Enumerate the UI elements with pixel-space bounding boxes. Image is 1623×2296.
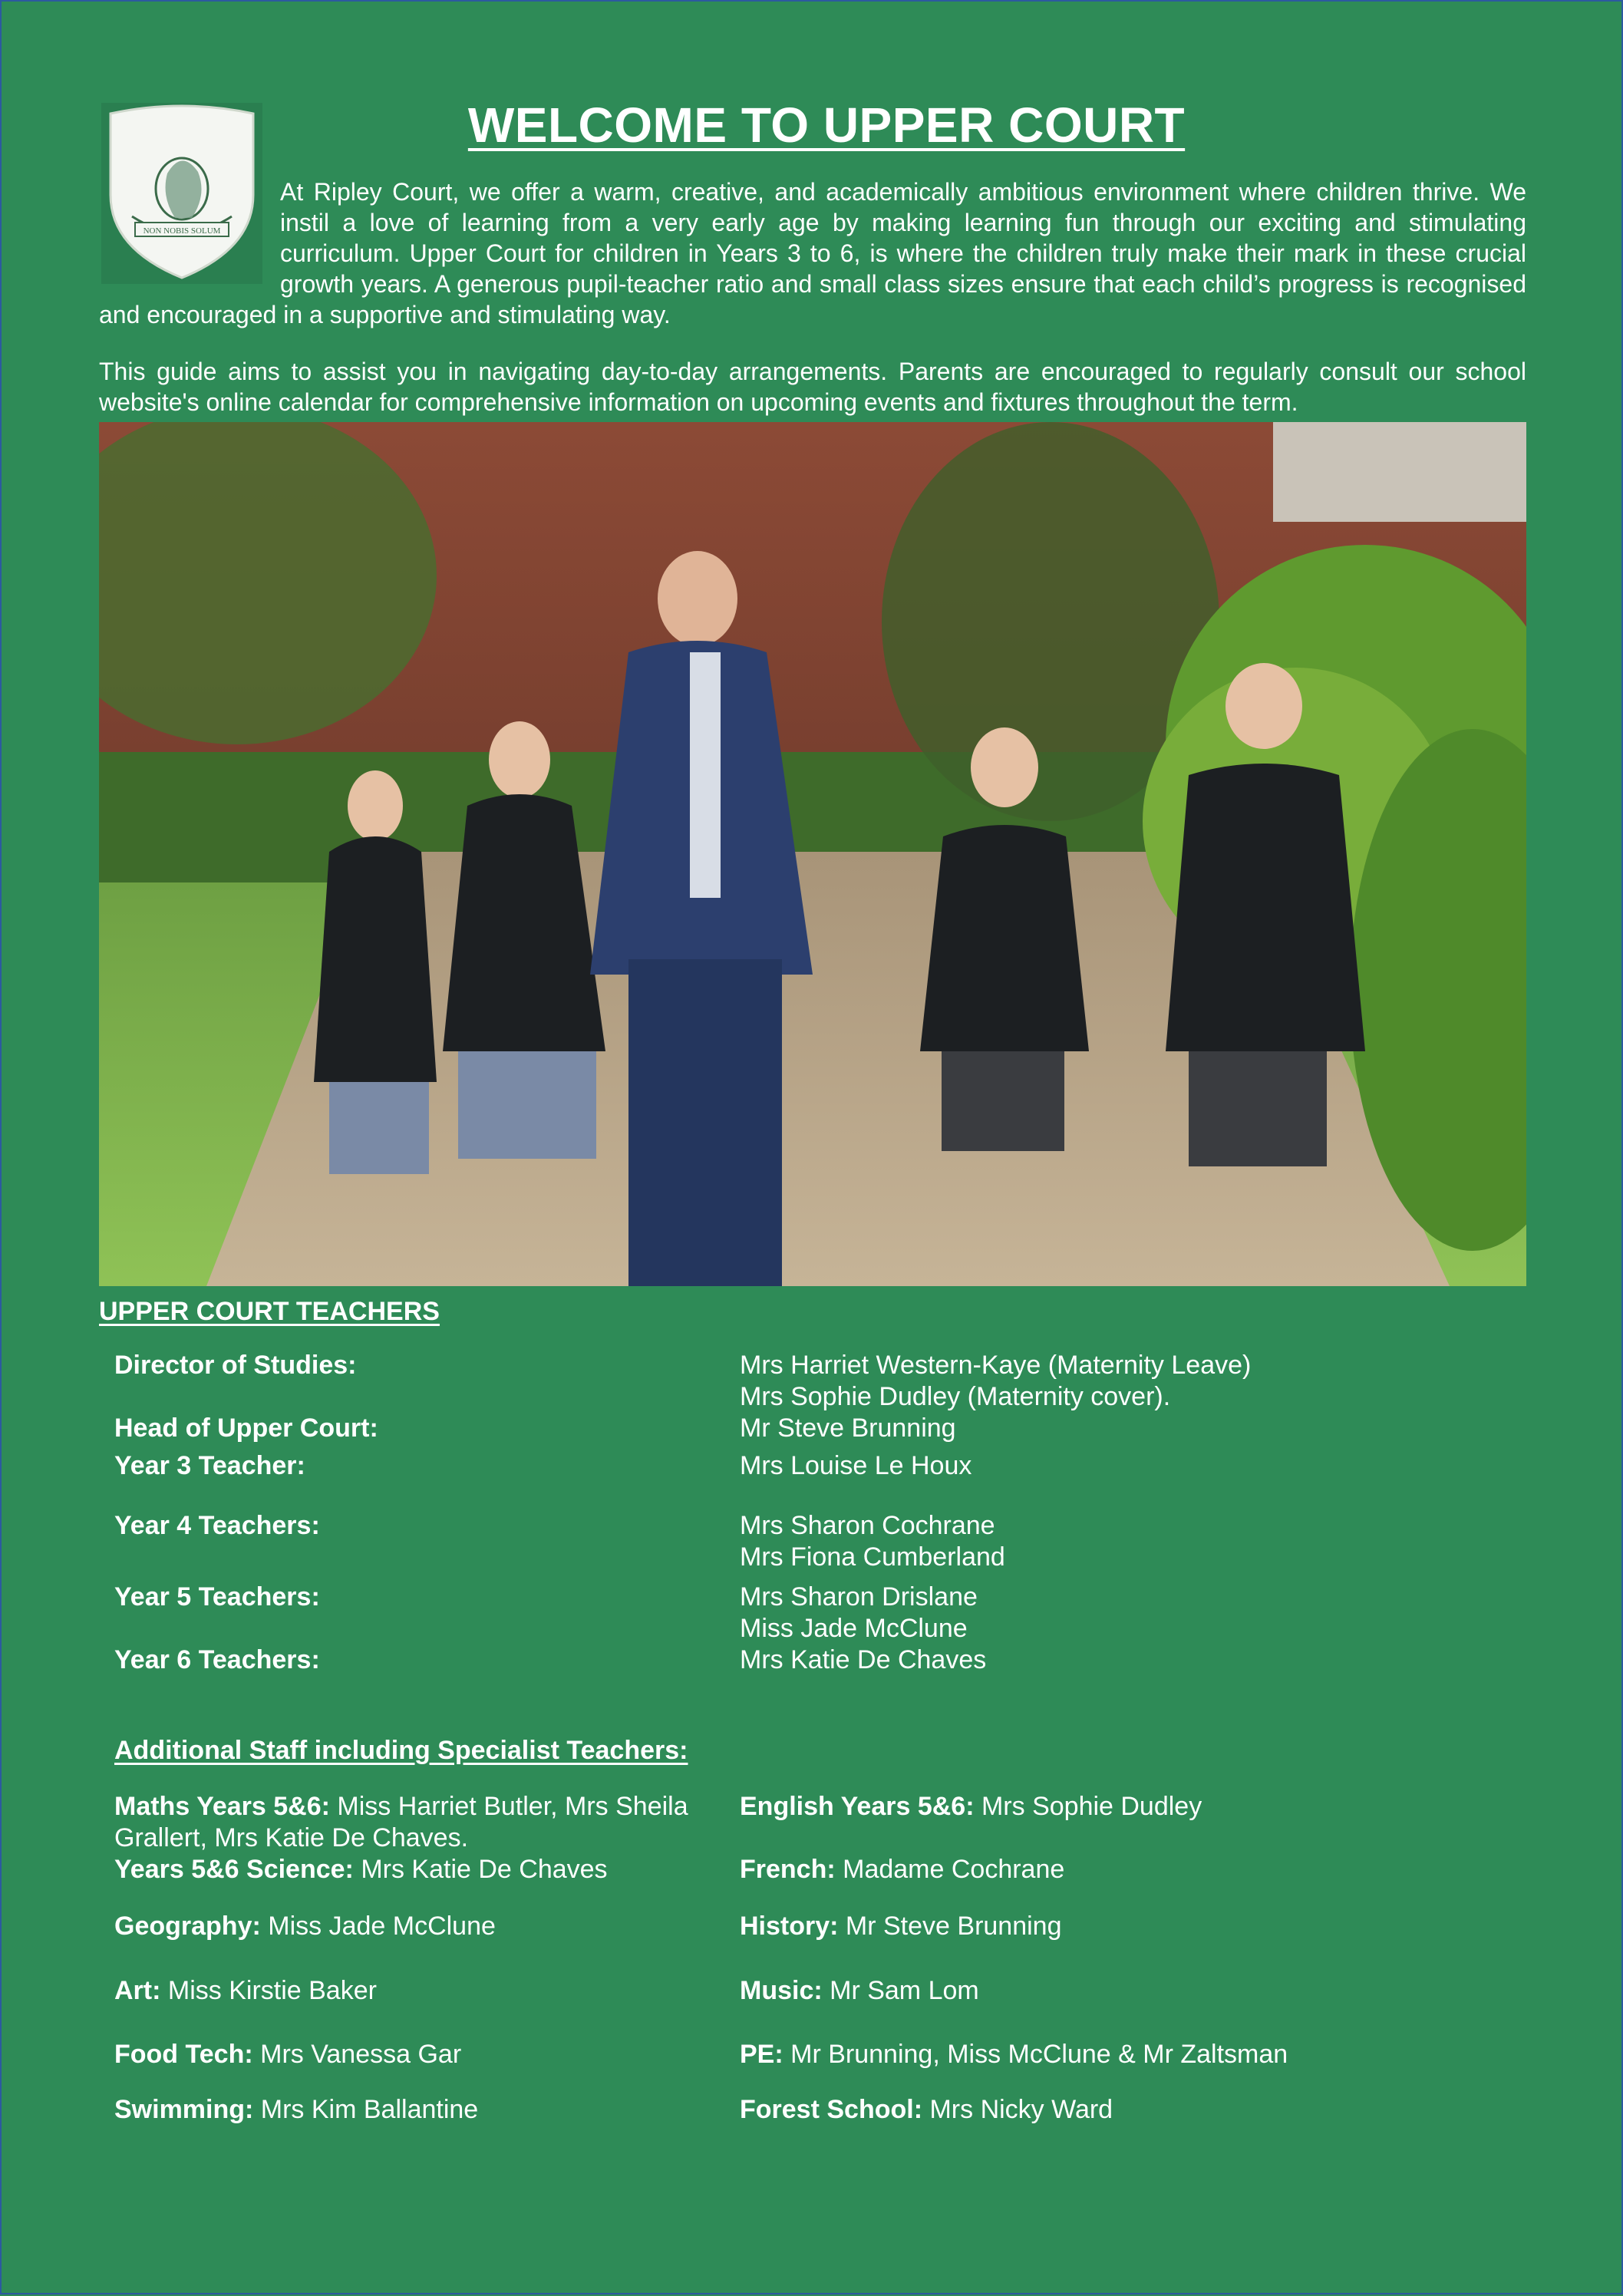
document-page — [2, 2, 1623, 2296]
year5-name-1: Mrs Sharon Drislane — [740, 1582, 978, 1611]
intro-paragraph: At Ripley Court, we offer a warm, creative, and academically ambitious environment where children thrive. We instil a love of learning from a very early age by making learning fun through our exciting and stimulating curriculum. Upper Court for children in Years 3 to 6, is where the children truly make their mark in these crucial growth years. A generous pupil-teacher ratio and small class sizes ensure that each child’s progress is recognised and encouraged in a supportive and stimulating way. — [99, 178, 1526, 328]
head-label: Head of Upper Court: — [114, 1414, 378, 1443]
swimming-staff: Swimming: Mrs Kim Ballantine — [114, 2095, 479, 2124]
staff-heading: Additional Staff including Specialist Teachers: — [114, 1736, 688, 1765]
year3-name: Mrs Louise Le Houx — [740, 1451, 972, 1480]
head-name: Mr Steve Brunning — [740, 1414, 956, 1443]
year4-name-1: Mrs Sharon Cochrane — [740, 1511, 995, 1540]
teachers-heading: UPPER COURT TEACHERS — [99, 1297, 440, 1326]
year6-label: Year 6 Teachers: — [114, 1645, 320, 1674]
photo-illustration — [99, 422, 1526, 1286]
crest-motto: NON NOBIS SOLUM — [143, 226, 221, 236]
french-staff: French: Madame Cochrane — [740, 1855, 1065, 1884]
art-staff: Art: Miss Kirstie Baker — [114, 1976, 377, 2005]
music-staff: Music: Mr Sam Lom — [740, 1976, 979, 2005]
year3-label: Year 3 Teacher: — [114, 1451, 305, 1480]
foodtech-staff: Food Tech: Mrs Vanessa Gar — [114, 2040, 462, 2069]
forest-school-staff: Forest School: Mrs Nicky Ward — [740, 2095, 1113, 2124]
guide-paragraph: This guide aims to assist you in navigating day-to-day arrangements. Parents are encouraged to regularly consult our school website's online calendar for comprehensive information on upcoming events and fixtures throughout the term. — [99, 358, 1526, 416]
year5-label: Year 5 Teachers: — [114, 1582, 320, 1611]
geography-staff: Geography: Miss Jade McClune — [114, 1912, 496, 1941]
year4-name-2: Mrs Fiona Cumberland — [740, 1542, 1005, 1572]
school-photo — [99, 422, 1526, 1286]
director-name-2: Mrs Sophie Dudley (Maternity cover). — [740, 1382, 1171, 1411]
year4-label: Year 4 Teachers: — [114, 1511, 320, 1540]
history-staff: History: Mr Steve Brunning — [740, 1912, 1062, 1941]
director-label: Director of Studies: — [114, 1351, 357, 1380]
maths-staff: Maths Years 5&6: Miss Harriet Butler, Mrs Sheila Grallert, Mrs Katie De Chaves. — [114, 1792, 688, 1852]
director-name-1: Mrs Harriet Western-Kaye (Maternity Leave) — [740, 1351, 1252, 1380]
year6-name: Mrs Katie De Chaves — [740, 1645, 987, 1674]
english-staff: English Years 5&6: Mrs Sophie Dudley — [740, 1792, 1202, 1821]
page-title: WELCOME TO UPPER COURT — [467, 97, 1186, 153]
year5-name-2: Miss Jade McClune — [740, 1614, 968, 1643]
science-staff: Years 5&6 Science: Mrs Katie De Chaves — [114, 1855, 608, 1884]
pe-staff: PE: Mr Brunning, Miss McClune & Mr Zaltsman — [740, 2040, 1288, 2069]
